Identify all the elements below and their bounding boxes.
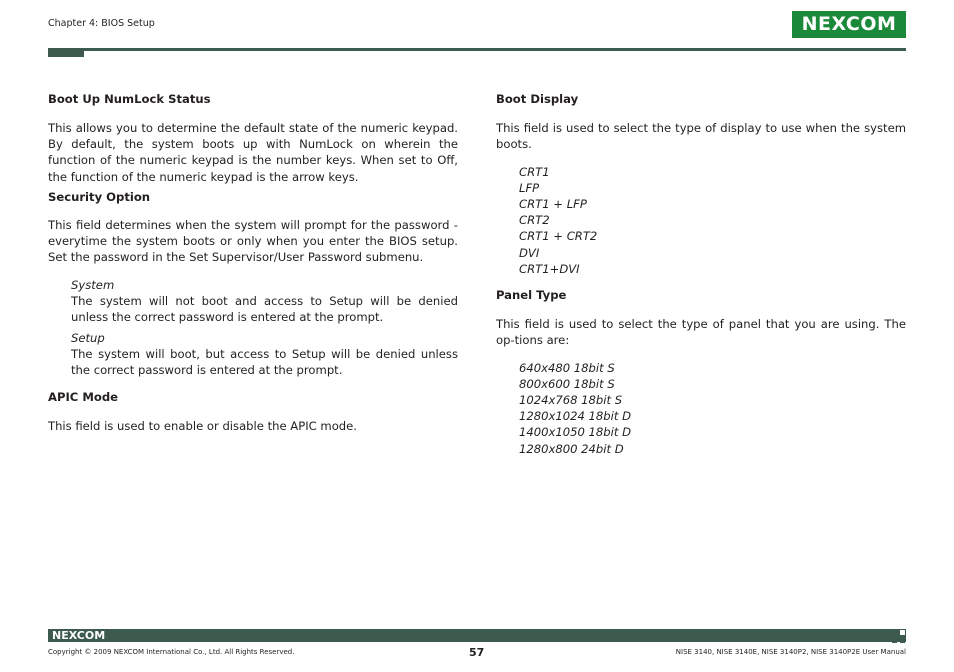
manual-title: NISE 3140, NISE 3140E, NISE 3140P2, NISE 3140P2E User Manual <box>675 648 906 656</box>
security-option-system-desc: The system will not boot and access to Setup will be denied unless the correct password is entered at the prompt. <box>71 294 458 325</box>
boot-display-option: CRT1 <box>519 165 550 179</box>
footer-corner-square <box>900 638 905 643</box>
apic-heading: APIC Mode <box>48 390 118 404</box>
panel-type-option: 1024x768 18bit S <box>519 393 623 407</box>
footer-bar <box>48 629 906 642</box>
apic-text: This field is used to enable or disable the APIC mode. <box>48 419 357 433</box>
header-rule <box>48 48 906 51</box>
boot-display-heading: Boot Display <box>496 92 579 106</box>
numlock-heading: Boot Up NumLock Status <box>48 92 211 106</box>
panel-type-option: 1400x1050 18bit D <box>519 425 632 439</box>
panel-type-option: 1280x800 24bit D <box>519 442 624 456</box>
boot-display-option: CRT1 + LFP <box>519 197 587 211</box>
chapter-title: Chapter 4: BIOS Setup <box>48 18 155 29</box>
nexcom-logo-text: NEXCOM <box>801 13 897 35</box>
security-option-setup: Setup <box>71 331 105 345</box>
boot-display-option: CRT2 <box>519 213 550 227</box>
boot-display-option: DVI <box>519 246 540 260</box>
panel-type-option: 1280x1024 18bit D <box>519 409 632 423</box>
footer-corner-square <box>892 638 897 643</box>
panel-type-option: 640x480 18bit S <box>519 361 615 375</box>
page-number: 57 <box>469 646 485 659</box>
security-option-setup-desc: The system will boot, but access to Setup will be denied unless the correct password is entered at the prompt. <box>71 347 458 378</box>
footer-logo: NEXCOM <box>52 629 106 642</box>
panel-type-heading: Panel Type <box>496 288 567 302</box>
security-option-system: System <box>71 278 115 292</box>
header-tab-accent <box>48 51 84 57</box>
panel-type-text: This field is used to select the type of panel that you are using. The op-tions are: <box>496 317 906 348</box>
security-text: This field determines when the system will prompt for the password - everytime the system boots or only when you enter the BIOS setup. Set the password in the Set Supervisor/User Password submenu. <box>48 218 458 265</box>
numlock-text: This allows you to determine the default state of the numeric keypad. By default, the system boots up with NumLock on wherein the function of the numeric keypad is the number keys. When set to Off, the function of the numeric keypad is the arrow keys. <box>48 121 458 184</box>
boot-display-option: LFP <box>519 181 540 195</box>
footer-corner-gap <box>900 630 905 635</box>
copyright: Copyright © 2009 NEXCOM International Co., Ltd. All Rights Reserved. <box>48 648 295 656</box>
boot-display-option: CRT1+DVI <box>519 262 580 276</box>
security-heading: Security Option <box>48 190 151 204</box>
panel-type-option: 800x600 18bit S <box>519 377 615 391</box>
boot-display-option: CRT1 + CRT2 <box>519 229 598 243</box>
boot-display-text: This field is used to select the type of display to use when the system boots. <box>496 121 906 152</box>
